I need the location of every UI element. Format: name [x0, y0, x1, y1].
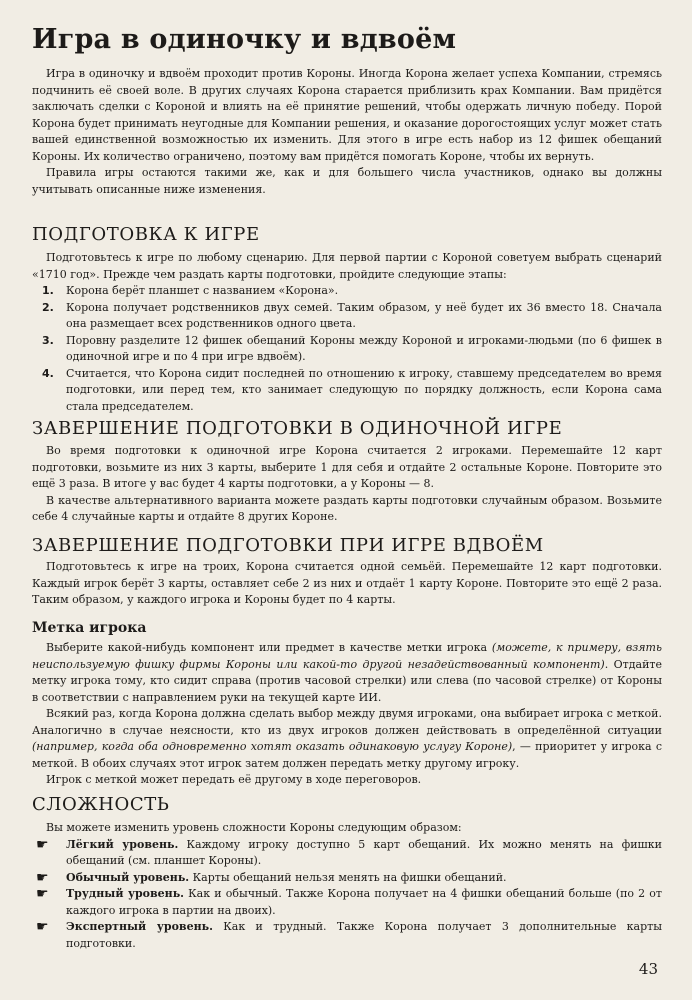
- setup-intro: Подготовьтесь к игре по любому сценарию. Для первой партии с Короной советуем выбрать сценарий «1710 год». Прежде чем раздать карты подготовки, пройдите следующие этапы:: [32, 251, 662, 281]
- level-text: Как и обычный. Также Корона получает на 4 фишки обещаний больше (по 2 от каждого игрока в партии на двоих).: [66, 887, 662, 917]
- page-number: 43: [638, 960, 658, 978]
- step-number: 3.: [42, 333, 54, 347]
- setup-step: [32, 300, 662, 333]
- setup-section: [32, 250, 662, 415]
- duo-paragraph: Подготовьтесь к игре на троих, Корона считается одной семьёй. Перемешайте 12 карт подготовки. Каждый игрок берёт 3 карты, оставляет себе 2 из них и отдаёт 1 карту Короне. Повторите это ещё 2 раза. Таким образом, у каждого игрока и Короны будет по 4 карты.: [32, 560, 662, 606]
- setup-step: [32, 333, 662, 366]
- text-run: Выберите какой-нибудь компонент или предмет в качестве метки игрока: [46, 641, 492, 654]
- duo-section: [32, 559, 662, 609]
- level-name: Экспертный уровень.: [66, 920, 213, 933]
- level-name: Лёгкий уровень.: [66, 837, 179, 851]
- page-title: Игра в одиночку и вдвоём: [32, 24, 457, 55]
- solo-heading: ЗАВЕРШЕНИЕ ПОДГОТОВКИ В ОДИНОЧНОЙ ИГРЕ: [32, 418, 563, 439]
- italic-run: (например, когда оба одновременно хотят оказать одинаковую услугу Короне): [32, 740, 513, 753]
- text-run: , — приоритет у игрока с меткой. В обоих случаях этот игрок затем должен передать метку другому игроку.: [32, 740, 662, 770]
- text-run: . Отдайте метку игрока тому, кто сидит справа (против часовой стрелки) или слева (по часовой стрелке) от Короны в соответствии с направлением руки на текущей карте ИИ.: [32, 657, 662, 704]
- step-number: 2.: [42, 300, 54, 314]
- solo-section: [32, 443, 662, 526]
- step-text: Считается, что Корона сидит последней по отношению к игроку, ставшему председателем во время подготовки, или перед тем, кто занимает следующую по порядку должность, если Корона сама стала председателем.: [66, 366, 662, 413]
- step-text: Корона берёт планшет с названием «Корона».: [66, 284, 339, 297]
- level-text: Каждому игроку доступно 5 карт обещаний. Их можно менять на фишки обещаний (см. планшет Короны).: [66, 837, 662, 867]
- difficulty-section: [32, 820, 662, 952]
- difficulty-levels: [32, 837, 662, 953]
- duo-heading: ЗАВЕРШЕНИЕ ПОДГОТОВКИ ПРИ ИГРЕ ВДВОЁМ: [32, 535, 544, 556]
- intro-section: [32, 66, 662, 198]
- step-number: 4.: [42, 366, 54, 380]
- setup-step: [32, 366, 662, 416]
- intro-paragraph-1: Игра в одиночку и вдвоём проходит против Короны. Иногда Корона желает успеха Компании, стремясь подчинить её своей воле. В других случаях Корона старается приблизить крах Компании. Вам придётся заключать сделки с Короной и влиять на её принятие решений, чтобы одержать личную победу. Порой Корона будет принимать неугодные для Компании решения, и оказание дорогостоящих услуг может стать вашей единственной возможностью их изменить. Для этого в игре есть набор из 12 фишек обещаний Короны. Их количество ограничено, поэтому вам придётся помогать Короне, чтобы их вернуть.: [32, 67, 662, 163]
- difficulty-intro: Вы можете изменить уровень сложности Короны следующим образом:: [46, 821, 462, 834]
- solo-paragraph-1: Во время подготовки к одиночной игре Корона считается 2 игроками. Перемешайте 12 карт подготовки, возьмите из них 3 карты, выберите 1 для себя и отдайте 2 остальные Короне. Повторите это ещё 3 раза. В итоге у вас будет 4 карты подготовки, а у Короны — 8.: [32, 444, 662, 490]
- level-name: Обычный уровень.: [66, 870, 190, 884]
- marker-section: [32, 640, 662, 789]
- difficulty-heading: СЛОЖНОСТЬ: [32, 794, 170, 815]
- setup-steps: [32, 283, 662, 415]
- pointing-hand-icon: ☛: [36, 836, 49, 853]
- step-text: Поровну разделите 12 фишек обещаний Короны между Короной и игроками-людьми (по 6 фишек в одиночной игре и по 4 при игре вдвоём).: [66, 333, 662, 363]
- difficulty-level: [32, 837, 662, 870]
- italic-run: (можете, к примеру, взять неиспользуемую фишку фирмы Короны или какой-то другой незадействованный компонент): [32, 641, 662, 671]
- pointing-hand-icon: ☛: [36, 919, 49, 935]
- level-name: Трудный уровень.: [66, 887, 185, 900]
- pointing-hand-icon: ☛: [36, 869, 49, 886]
- level-text: Как и трудный. Также Корона получает 3 дополнительные карты подготовки.: [66, 920, 662, 950]
- difficulty-level: [32, 886, 662, 919]
- text-run: Всякий раз, когда Корона должна сделать выбор между двумя игроками, она выбирает игрока с меткой. Аналогично в случае неясности, кто из двух игроков должен действовать в определённой ситуации: [32, 707, 662, 737]
- marker-paragraph-2: [32, 706, 662, 772]
- setup-heading: ПОДГОТОВКА К ИГРЕ: [32, 224, 260, 245]
- marker-paragraph-3: Игрок с меткой может передать её другому в ходе переговоров.: [46, 773, 422, 786]
- difficulty-level: [32, 870, 662, 887]
- difficulty-level: [32, 919, 662, 952]
- marker-paragraph-1: [32, 640, 662, 706]
- level-text: Карты обещаний нельзя менять на фишки обещаний.: [189, 870, 507, 884]
- pointing-hand-icon: ☛: [36, 886, 49, 902]
- solo-paragraph-2: В качестве альтернативного варианта можете раздать карты подготовки случайным образом. Возьмите себе 4 случайные карты и отдайте 8 других Короне.: [32, 493, 662, 523]
- step-text: Корона получает родственников двух семей. Таким образом, у неё будет их 36 вместо 18. Сначала она размещает всех родственников одного цвета.: [66, 300, 662, 330]
- intro-paragraph-2: Правила игры остаются такими же, как и для большего числа участников, однако вы должны учитывать описанные ниже изменения.: [32, 166, 662, 196]
- marker-heading: Метка игрока: [32, 620, 147, 636]
- setup-step: [32, 283, 662, 300]
- step-number: 1.: [42, 284, 54, 297]
